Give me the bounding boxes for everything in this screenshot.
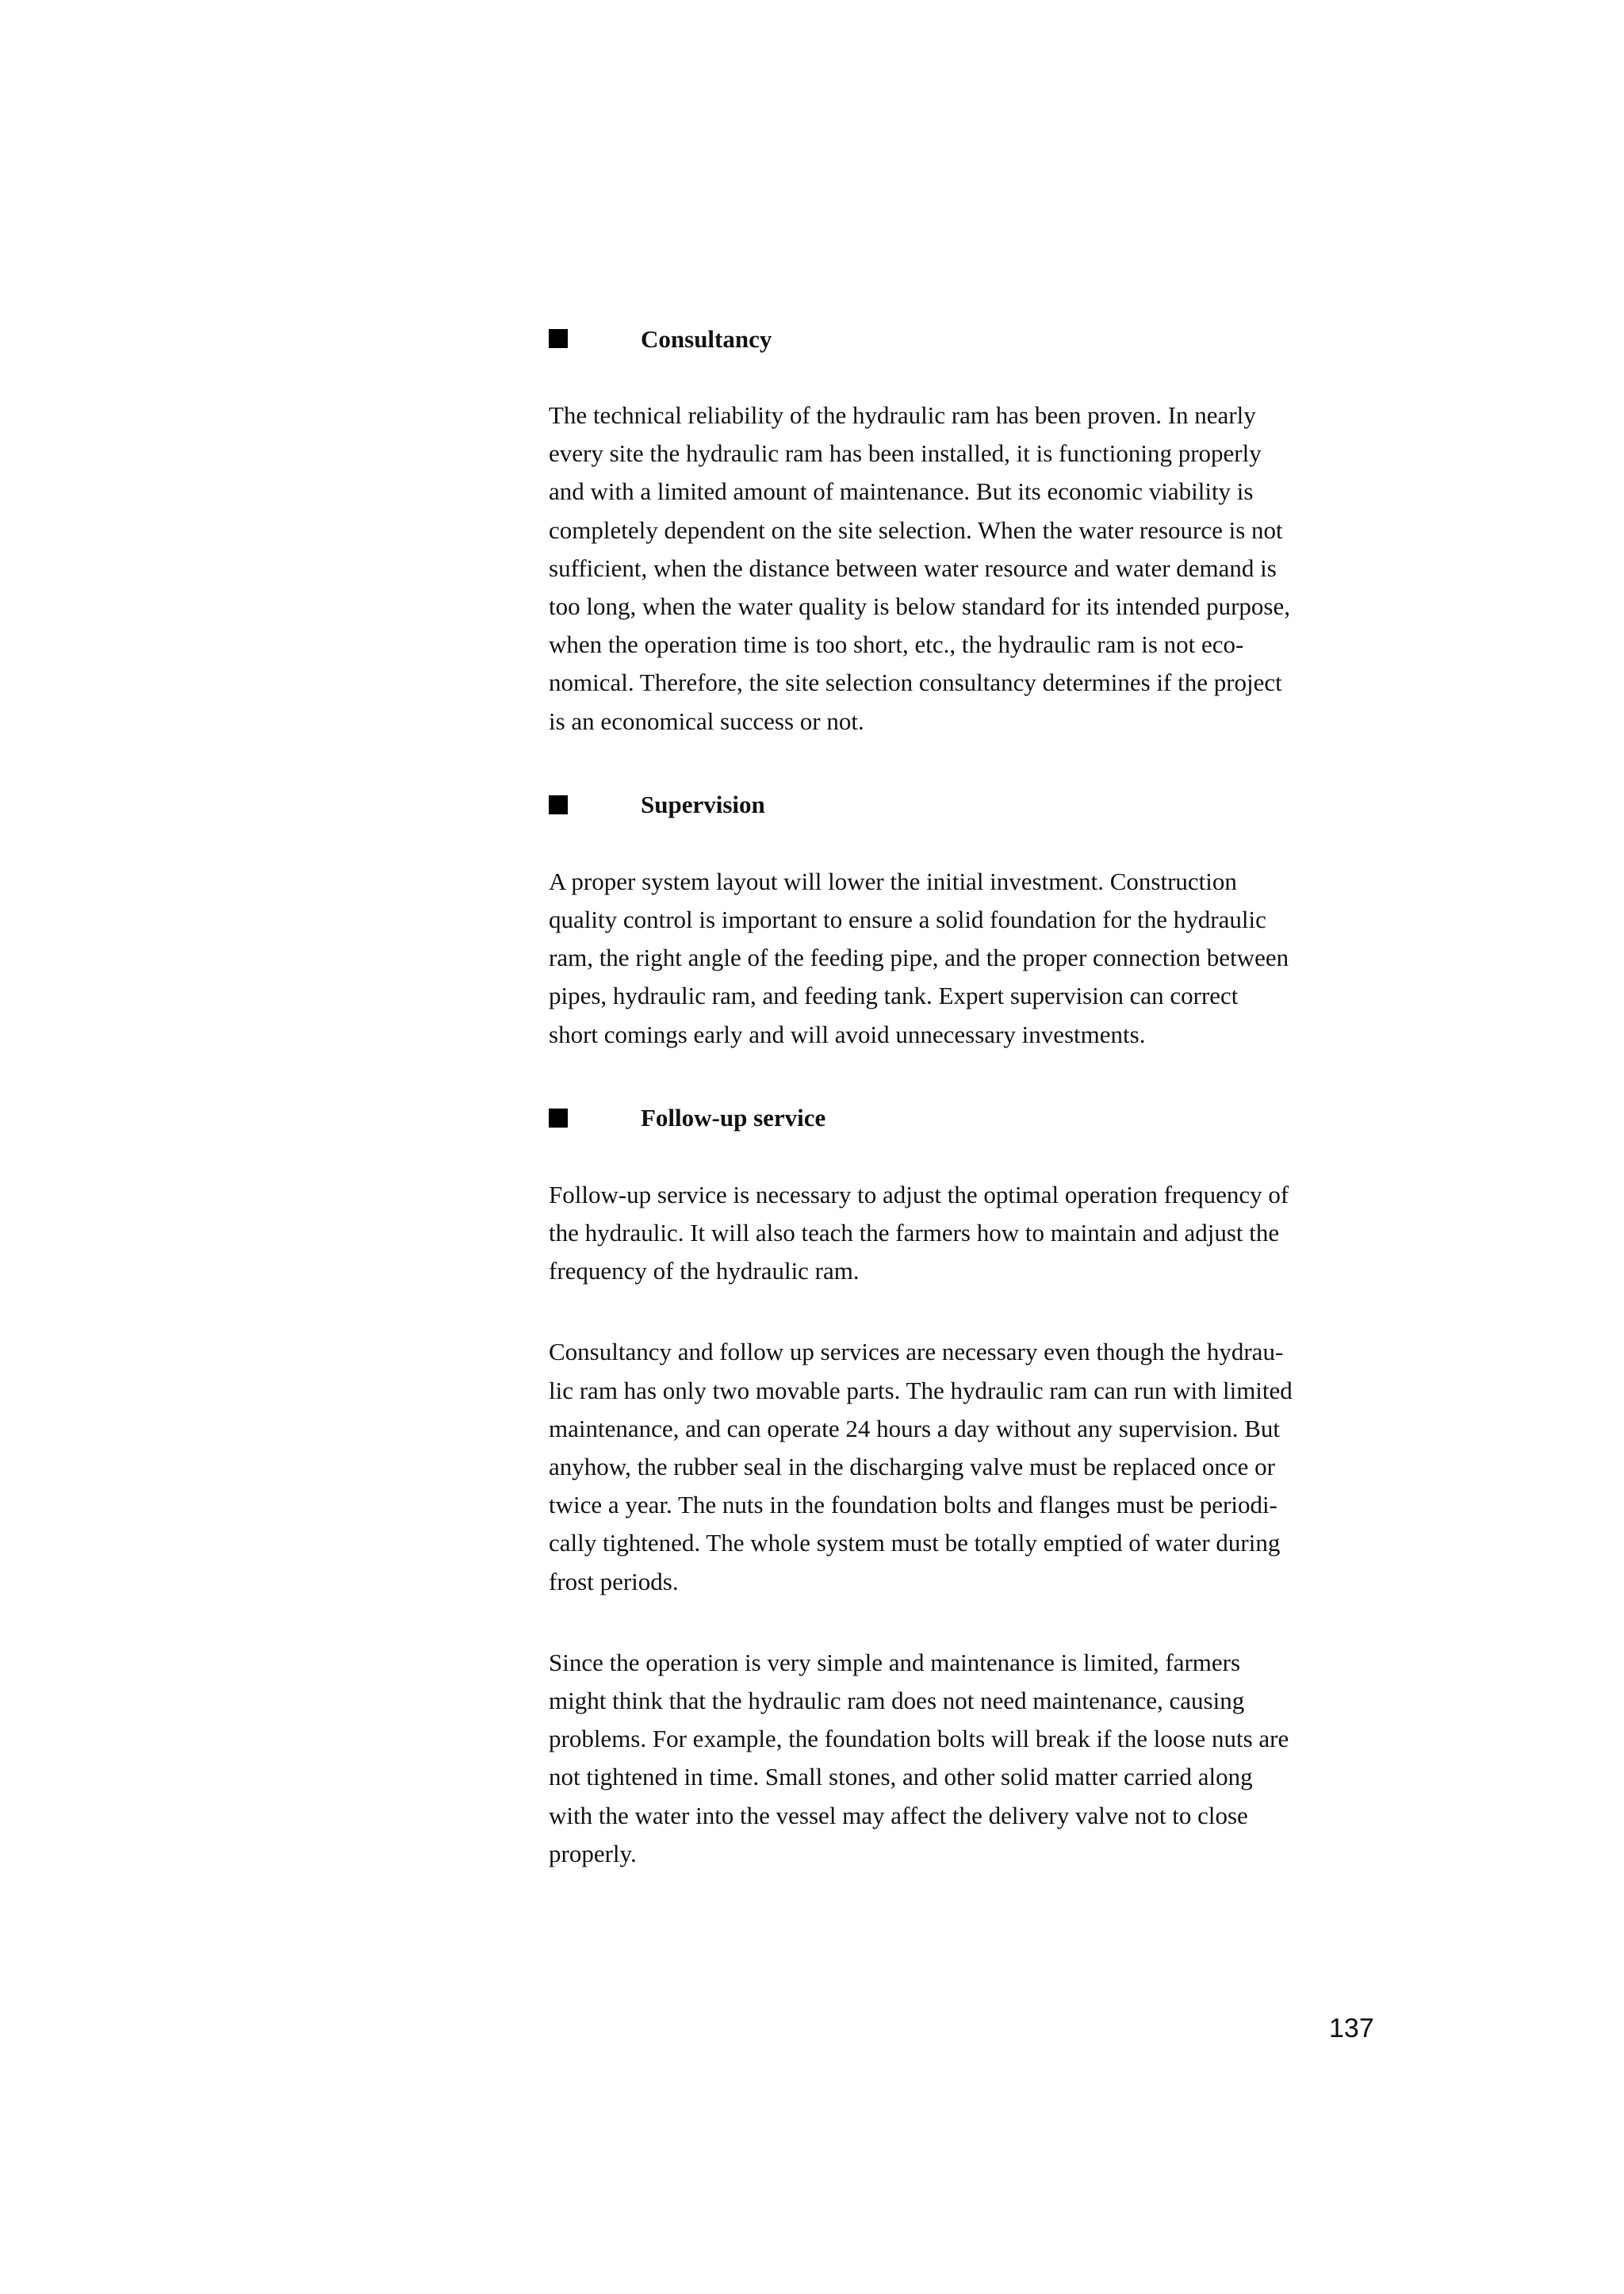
text-line: maintenance, and can operate 24 hours a day without any supervision. But (549, 1414, 1280, 1442)
section-title: Follow-up service (641, 1104, 826, 1132)
text-line: lic ram has only two movable parts. The hydraulic ram can run with limited (549, 1376, 1293, 1404)
square-bullet-icon (549, 329, 568, 348)
text-line: Since the operation is very simple and maintenance is limited, farmers (549, 1648, 1241, 1676)
section-heading-supervision (549, 771, 1405, 839)
text-line: A proper system layout will lower the initial investment. Construction (549, 867, 1237, 895)
text-line: problems. For example, the foundation bolts will break if the loose nuts are (549, 1725, 1289, 1753)
text-line: Consultancy and follow up services are necessary even though the hydrau- (549, 1338, 1284, 1366)
text-line: the hydraulic. It will also teach the farmers how to maintain and adjust the (549, 1219, 1280, 1247)
text-line: every site the hydraulic ram has been installed, it is functioning properly (549, 439, 1262, 468)
text-line: might think that the hydraulic ram does not need maintenance, causing (549, 1687, 1245, 1715)
text-line: cally tightened. The whole system must be totally emptied of water during (549, 1529, 1281, 1557)
square-bullet-icon (549, 1109, 568, 1128)
section-heading-consultancy (549, 304, 1405, 373)
text-line: pipes, hydraulic ram, and feeding tank. Expert supervision can correct (549, 982, 1239, 1010)
text-line: frequency of the hydraulic ram. (549, 1257, 860, 1285)
text-line: properly. (549, 1839, 637, 1867)
text-line: too long, when the water quality is below standard for its intended purpose, (549, 592, 1290, 621)
paragraph-follow-up-2 (549, 1333, 1405, 1600)
document-body (549, 304, 1405, 1873)
paragraph-consultancy (549, 396, 1405, 741)
text-line: anyhow, the rubber seal in the discharging valve must be replaced once or (549, 1453, 1275, 1481)
text-line: ram, the right angle of the feeding pipe, and the proper connection between (549, 944, 1289, 972)
square-bullet-icon (549, 795, 568, 814)
paragraph-follow-up-1 (549, 1176, 1405, 1291)
paragraph-follow-up-3 (549, 1644, 1405, 1873)
text-line: quality control is important to ensure a solid foundation for the hydraulic (549, 906, 1266, 934)
text-line: not tightened in time. Small stones, and other solid matter carried along (549, 1763, 1253, 1791)
text-line: twice a year. The nuts in the foundation bolts and flanges must be periodi- (549, 1491, 1277, 1519)
text-line: short comings early and will avoid unnecessary investments. (549, 1020, 1146, 1048)
text-line: and with a limited amount of maintenance. But its economic viability is (549, 477, 1254, 506)
text-line: completely dependent on the site selection. When the water resource is not (549, 515, 1283, 544)
text-line: sufficient, when the distance between water resource and water demand is (549, 553, 1277, 582)
paragraph-supervision (549, 863, 1405, 1054)
section-heading-follow-up-service (549, 1084, 1405, 1152)
text-line: Follow-up service is necessary to adjust the optimal operation frequency of (549, 1180, 1289, 1208)
text-line: The technical reliability of the hydraulic ram has been proven. In nearly (549, 401, 1256, 429)
text-line: with the water into the vessel may affect the delivery valve not to close (549, 1801, 1248, 1829)
page-number: 137 (1329, 2013, 1374, 2043)
text-line: when the operation time is too short, etc., the hydraulic ram is not eco- (549, 630, 1244, 659)
text-line: frost periods. (549, 1567, 679, 1595)
section-title: Consultancy (641, 324, 772, 353)
text-line: is an economical success or not. (549, 707, 864, 735)
section-title: Supervision (641, 791, 765, 819)
text-line: nomical. Therefore, the site selection consultancy determines if the project (549, 668, 1282, 697)
